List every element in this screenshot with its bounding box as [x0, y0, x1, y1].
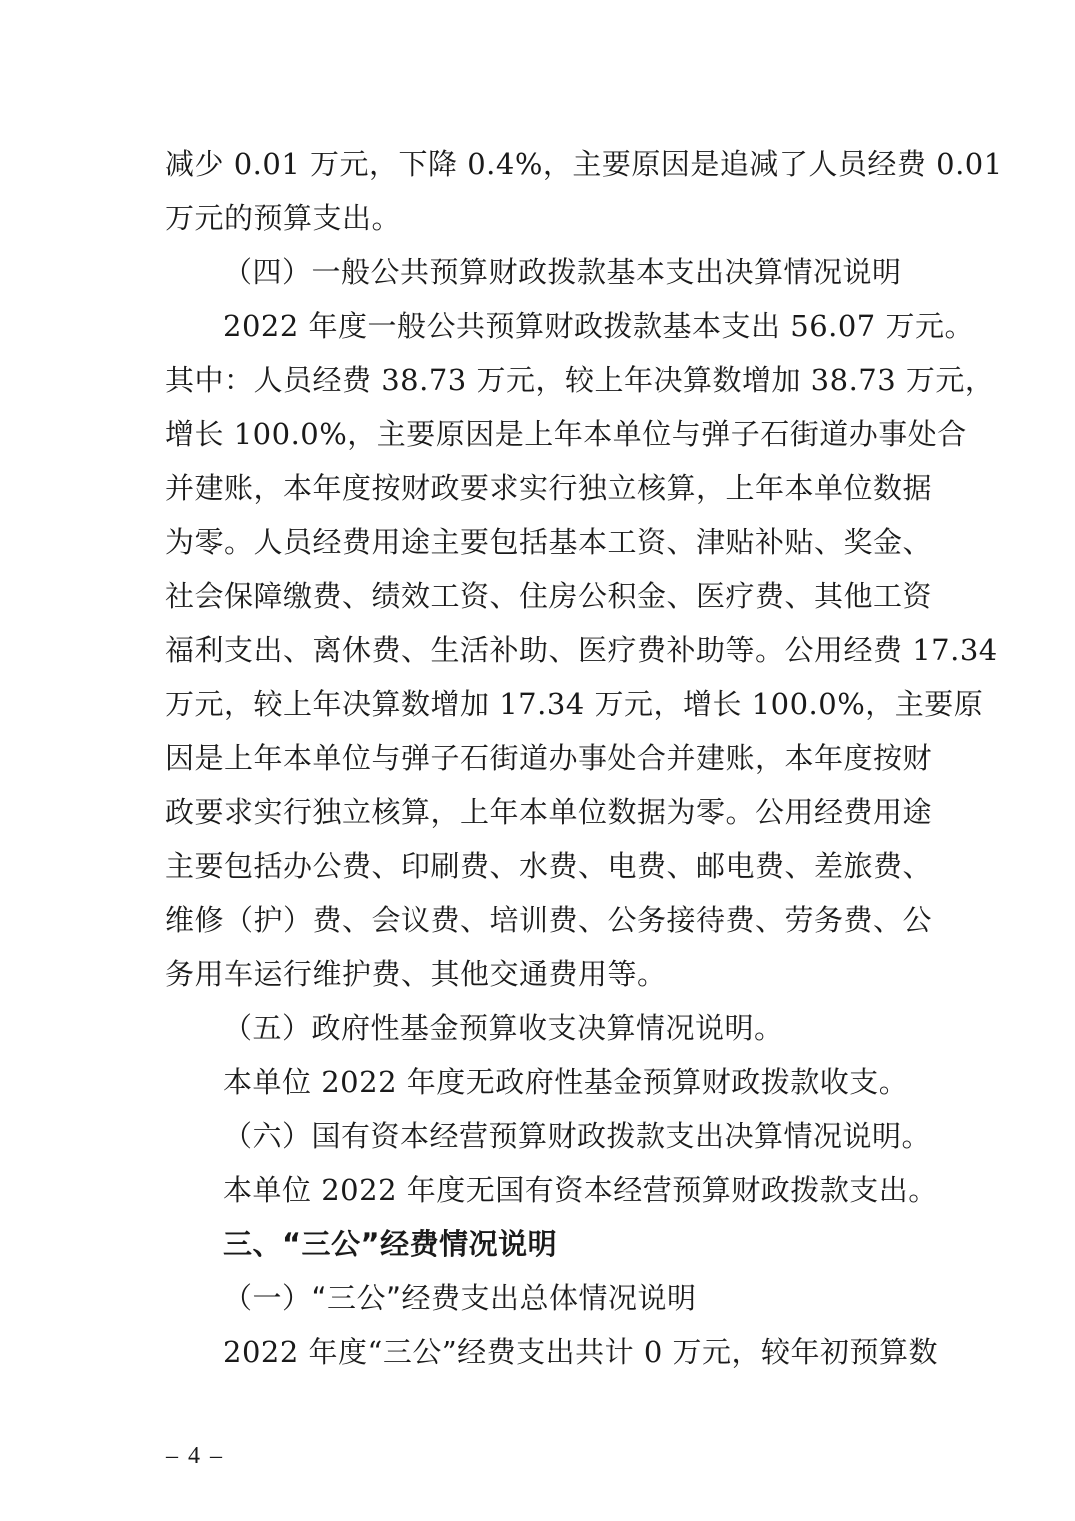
paragraph-line: 2022 年度“三公”经费支出共计 0 万元，较年初预算数	[223, 1335, 939, 1369]
paragraph-line: 其中：人员经费 38.73 万元，较上年决算数增加 38.73 万元，	[165, 363, 995, 397]
paragraph-line: 本单位 2022 年度无政府性基金预算财政拨款收支。	[223, 1065, 909, 1099]
paragraph-line: 本单位 2022 年度无国有资本经营预算财政拨款支出。	[223, 1173, 938, 1207]
paragraph-line: 政要求实行独立核算，上年本单位数据为零。公用经费用途	[165, 795, 933, 829]
section-heading-4: （四）一般公共预算财政拨款基本支出决算情况说明	[223, 255, 902, 289]
paragraph-line: 万元，较上年决算数增加 17.34 万元，增长 100.0%，主要原	[165, 687, 984, 721]
paragraph-line: 增长 100.0%，主要原因是上年本单位与弹子石街道办事处合	[165, 417, 967, 451]
paragraph-line: 减少 0.01 万元，下降 0.4%，主要原因是追减了人员经费 0.01	[165, 147, 1003, 181]
paragraph-line: 并建账，本年度按财政要求实行独立核算，上年本单位数据	[165, 471, 933, 505]
paragraph-line: 2022 年度一般公共预算财政拨款基本支出 56.07 万元。	[223, 309, 974, 343]
paragraph-line: 务用车运行维护费、其他交通费用等。	[165, 957, 667, 991]
section-heading-6: （六）国有资本经营预算财政拨款支出决算情况说明。	[223, 1119, 932, 1153]
section-heading-5: （五）政府性基金预算收支决算情况说明。	[223, 1011, 784, 1045]
paragraph-line: 万元的预算支出。	[165, 201, 402, 235]
paragraph-line: 福利支出、离休费、生活补助、医疗费补助等。公用经费 17.34	[165, 633, 998, 667]
page-number: – 4 –	[166, 1443, 224, 1469]
chapter-heading-3: 三、“三公”经费情况说明	[223, 1227, 558, 1261]
subsection-heading-1: （一）“三公”经费支出总体情况说明	[223, 1281, 697, 1315]
paragraph-line: 因是上年本单位与弹子石街道办事处合并建账，本年度按财	[165, 741, 933, 775]
paragraph-line: 社会保障缴费、绩效工资、住房公积金、医疗费、其他工资	[165, 579, 933, 613]
paragraph-line: 维修（护）费、会议费、培训费、公务接待费、劳务费、公	[165, 903, 933, 937]
paragraph-line: 为零。人员经费用途主要包括基本工资、津贴补贴、奖金、	[165, 525, 933, 559]
paragraph-line: 主要包括办公费、印刷费、水费、电费、邮电费、差旅费、	[165, 849, 933, 883]
